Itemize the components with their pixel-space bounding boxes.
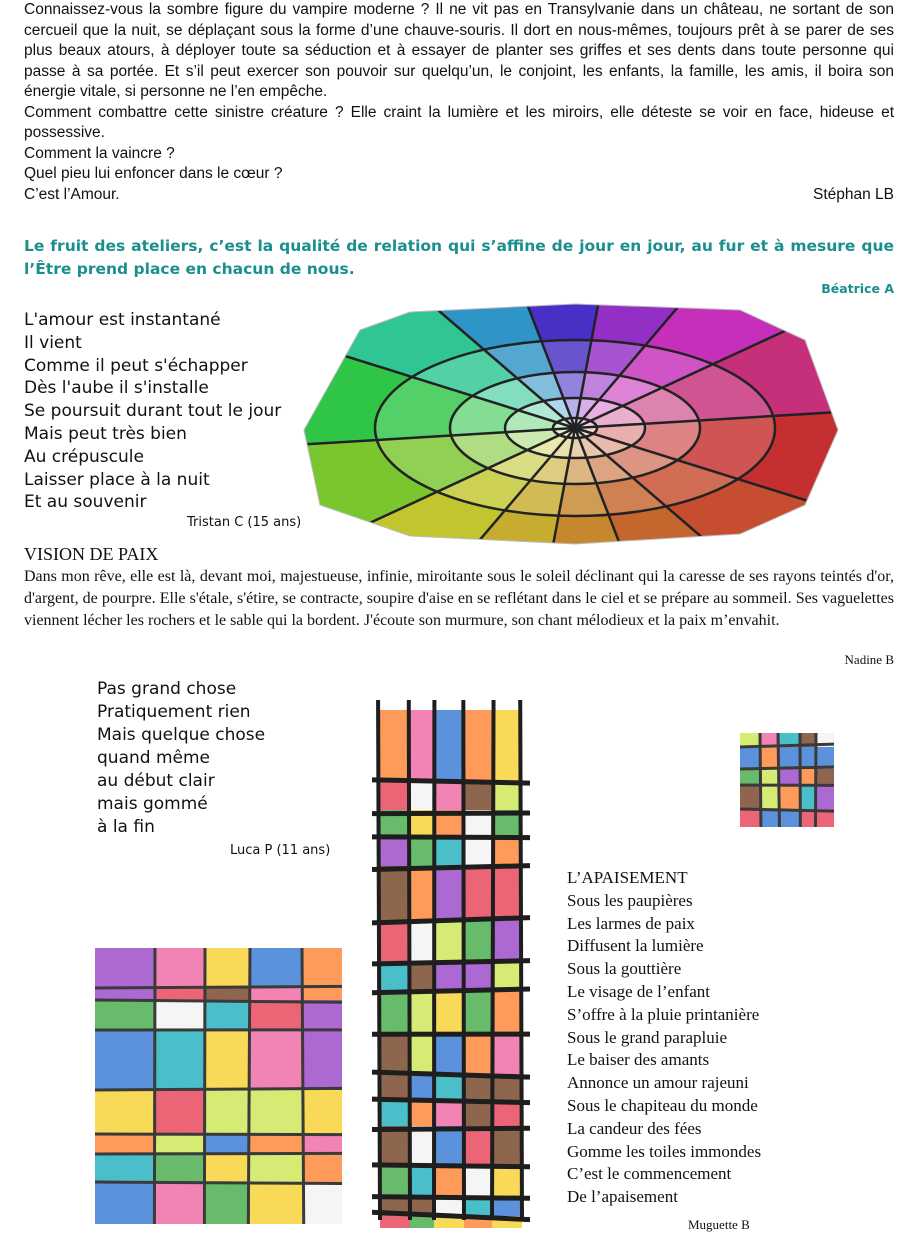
poem-pas-grand-chose xyxy=(97,678,265,839)
poem-author: Tristan C (15 ans) xyxy=(187,515,302,530)
mosaic-cell xyxy=(464,836,492,866)
mosaic-cell xyxy=(760,785,778,809)
mosaic-cell xyxy=(434,710,464,780)
mosaic-cell xyxy=(302,1030,342,1090)
mosaic-cell xyxy=(410,710,434,780)
mosaic-cell xyxy=(95,1030,155,1090)
tall-mosaic-drawing xyxy=(372,700,532,1228)
mosaic-cell xyxy=(464,1036,492,1076)
mosaic-cell xyxy=(740,809,760,827)
mosaic-cell xyxy=(302,1134,342,1154)
mosaic-cell xyxy=(816,769,834,785)
mosaic-line xyxy=(372,837,530,838)
poem-line: Le baiser des amants xyxy=(567,1050,710,1070)
mosaic-line xyxy=(372,813,530,814)
mosaic-cell xyxy=(464,866,492,921)
mosaic-cell xyxy=(410,921,434,961)
intro-closing xyxy=(24,185,894,206)
mosaic-cell xyxy=(155,988,205,1000)
mosaic-line xyxy=(372,1099,530,1102)
mosaic-cell xyxy=(410,1102,434,1126)
intro-line: C’est l’Amour. xyxy=(24,185,120,203)
mosaic-line xyxy=(740,809,834,811)
small-mosaic-drawing xyxy=(740,733,834,827)
mosaic-cell xyxy=(302,1000,342,1030)
poem-line: Sous le grand parapluie xyxy=(567,1027,728,1047)
mosaic-cell xyxy=(302,1182,342,1224)
mosaic-cell xyxy=(434,921,464,961)
mosaic-cell xyxy=(410,991,434,1036)
mosaic-cell xyxy=(434,780,464,810)
mosaic-line xyxy=(372,780,530,783)
mosaic-line xyxy=(95,1182,342,1184)
mosaic-cell xyxy=(800,769,816,785)
mosaic-cell xyxy=(95,1134,155,1154)
mosaic-cell xyxy=(155,948,205,988)
mosaic-cell xyxy=(205,1000,250,1030)
workshop-quote: Le fruit des ateliers, c’est la qualité de relation qui s’affine de jour en jour, au fur et à mesure que l’Être prend place en chacun de nous. xyxy=(24,237,894,278)
mosaic-line xyxy=(372,1165,530,1167)
mosaic-cell xyxy=(205,1182,250,1224)
mosaic-cell xyxy=(205,988,250,1000)
poem-line: à la fin xyxy=(97,817,155,837)
mosaic-cell xyxy=(410,1216,434,1228)
mosaic-cell xyxy=(380,836,410,866)
intro-paragraph: Connaissez-vous la sombre figure du vampire moderne ? Il ne vit pas en Transylvanie dans un château, ne sortant de son cercueil que la nuit, se déplaçant sous la forme d’une chauve-souris. Il dort en nous-mêmes, toujours prêt à se parer de ses plus beaux atours, à déployer toute sa séduction et à essayer de planter ses griffes et ses dents dans toute personne qui passe à sa portée. Et s’il peut exercer son pouvoir sur quelqu’un, le conjoint, les enfants, la famille, les amis, il boira son énergie vitale, si personne ne l’en empêche. xyxy=(24,1,894,100)
mosaic-cell xyxy=(95,1182,155,1224)
poem-line: Gomme les toiles immondes xyxy=(567,1141,762,1161)
poem-line: C’est le commencement xyxy=(567,1164,732,1184)
poem-line: Les larmes de paix xyxy=(567,913,695,933)
poem-line: Sous le chapiteau du monde xyxy=(567,1095,758,1115)
mosaic-cell xyxy=(205,1154,250,1182)
mosaic-cell xyxy=(492,1036,522,1076)
mosaic-cell xyxy=(380,921,410,961)
mosaic-cell xyxy=(155,1090,205,1134)
vision-author: Nadine B xyxy=(844,652,894,667)
mosaic-cell xyxy=(380,991,410,1036)
mosaic-cell xyxy=(410,1166,434,1196)
mosaic-cell xyxy=(380,710,410,780)
mosaic-cell xyxy=(250,1134,302,1154)
mosaic-cell xyxy=(816,785,834,809)
mosaic-cell xyxy=(464,921,492,961)
mosaic-cell xyxy=(250,1182,302,1224)
poem-author: Muguette B xyxy=(688,1217,750,1232)
mosaic-cell xyxy=(250,1090,302,1134)
mosaic-cell xyxy=(492,1102,522,1126)
mosaic-cell xyxy=(434,1102,464,1126)
mosaic-cell xyxy=(464,1166,492,1196)
poem-line: Il vient xyxy=(24,332,82,353)
large-mosaic-drawing xyxy=(95,948,342,1224)
mosaic-cell xyxy=(778,769,800,785)
mosaic-cell xyxy=(434,961,464,991)
poem-title: L’APAISEMENT xyxy=(567,868,688,887)
mosaic-cell xyxy=(800,785,816,809)
intro-line: Quel pieu lui enfoncer dans le cœur ? xyxy=(24,165,283,182)
mosaic-cell xyxy=(155,1182,205,1224)
mosaic-cell xyxy=(205,948,250,988)
mosaic-cell xyxy=(95,988,155,1000)
mosaic-cell xyxy=(155,1000,205,1030)
mosaic-cell xyxy=(434,1126,464,1166)
mosaic-cell xyxy=(492,866,522,921)
intro-author: Stéphan LB xyxy=(812,185,894,203)
mosaic-cell xyxy=(380,1166,410,1196)
poem-line: quand même xyxy=(97,748,210,768)
mosaic-cell xyxy=(95,1090,155,1134)
mosaic-cell xyxy=(380,1126,410,1166)
mosaic-cell xyxy=(434,1076,464,1102)
mosaic-cell xyxy=(380,780,410,810)
mosaic-line xyxy=(740,767,834,769)
mosaic-cell xyxy=(760,769,778,785)
mosaic-cell xyxy=(492,991,522,1036)
poem-line: Mais peut très bien xyxy=(24,423,187,444)
poem-line: mais gommé xyxy=(97,794,208,814)
mosaic-cell xyxy=(464,991,492,1036)
poem-line: Dès l'aube il s'installe xyxy=(24,378,209,399)
mosaic-cell xyxy=(205,1090,250,1134)
mosaic-cell xyxy=(434,1036,464,1076)
mosaic-cell xyxy=(410,780,434,810)
mosaic-cell xyxy=(464,710,492,780)
mosaic-cell xyxy=(250,1030,302,1090)
poem-line: Diffusent la lumière xyxy=(567,936,704,956)
mosaic-line xyxy=(95,986,342,988)
mosaic-cell xyxy=(95,1000,155,1030)
mosaic-cell xyxy=(302,948,342,988)
mosaic-cell xyxy=(302,1090,342,1134)
poem-line: Et au souvenir xyxy=(24,492,147,513)
quote-author: Béatrice A xyxy=(821,281,894,296)
mosaic-cell xyxy=(155,1134,205,1154)
mosaic-cell xyxy=(760,809,778,827)
mosaic-cell xyxy=(434,991,464,1036)
poem-amour xyxy=(24,309,281,514)
mosaic-line xyxy=(372,961,530,964)
poem-line: L'amour est instantané xyxy=(24,310,221,330)
poem-line: Pas grand chose xyxy=(97,679,237,699)
poem-line: Pratiquement rien xyxy=(97,702,251,722)
poem-line: Laisser place à la nuit xyxy=(24,469,210,490)
mosaic-cell xyxy=(492,1166,522,1196)
mosaic-cell xyxy=(410,1126,434,1166)
poem-line: Au crépuscule xyxy=(24,446,144,467)
poem-line: Le visage de l’enfant xyxy=(567,981,711,1001)
mosaic-cell xyxy=(250,948,302,988)
poem-author: Luca P (11 ans) xyxy=(230,843,331,858)
poem-line: Annonce un amour rajeuni xyxy=(567,1073,749,1093)
mosaic-line xyxy=(372,1128,530,1129)
mosaic-cell xyxy=(434,866,464,921)
mosaic-cell xyxy=(205,1134,250,1154)
mosaic-cell xyxy=(464,1102,492,1126)
mosaic-cell xyxy=(740,769,760,785)
color-wheel-drawing xyxy=(300,300,840,545)
mosaic-cell xyxy=(205,1030,250,1090)
mosaic-cell xyxy=(464,1076,492,1102)
mosaic-cell xyxy=(250,988,302,1000)
mosaic-line xyxy=(372,1197,530,1199)
mosaic-cell xyxy=(760,747,778,769)
mosaic-cell xyxy=(434,1166,464,1196)
mosaic-cell xyxy=(464,961,492,991)
mosaic-cell xyxy=(410,836,434,866)
mosaic-cell xyxy=(740,785,760,809)
mosaic-cell xyxy=(302,988,342,1000)
mosaic-cell xyxy=(492,1076,522,1102)
mosaic-cell xyxy=(492,921,522,961)
poem-line: au début clair xyxy=(97,771,215,791)
mosaic-cell xyxy=(492,710,522,780)
poem-line: Se poursuit durant tout le jour xyxy=(24,401,282,422)
mosaic-cell xyxy=(464,1126,492,1166)
vision-title: VISION DE PAIX xyxy=(24,544,159,564)
mosaic-cell xyxy=(778,785,800,809)
mosaic-cell xyxy=(380,1216,410,1228)
poem-line: Sous la gouttière xyxy=(567,959,682,979)
vision-body: Dans mon rêve, elle est là, devant moi, majestueuse, infinie, miroitante sous le soleil déclinant qui la caresse de ses rayons teintés d'or, d'argent, de pourpre. Elle s'étale, s'étire, se contracte, soupire d'aise en se reflétant dans le ciel et se prépare au sommeil. Ses vaguelettes viennent lécher les rochers et le sable qui la bordent. J'écoute son murmure, son chant mélodieux et la paix m’envahit. xyxy=(24,568,894,629)
mosaic-cell xyxy=(250,1000,302,1030)
mosaic-line xyxy=(815,733,816,827)
mosaic-cell xyxy=(492,836,522,866)
mosaic-cell xyxy=(778,747,800,769)
mosaic-cell xyxy=(155,1154,205,1182)
intro-paragraph: Comment combattre cette sinistre créature ? Elle craint la lumière et les miroirs, elle déteste se voir en face, hideuse et possessive. xyxy=(24,103,894,141)
intro-text xyxy=(24,0,894,205)
intro-line: Comment la vaincre ? xyxy=(24,144,175,162)
poem-line: La candeur des fées xyxy=(567,1118,702,1138)
mosaic-cell xyxy=(95,1154,155,1182)
mosaic-cell xyxy=(155,1030,205,1090)
mosaic-cell xyxy=(410,1036,434,1076)
poem-line: Mais quelque chose xyxy=(97,725,266,745)
mosaic-cell xyxy=(800,747,816,769)
mosaic-cell xyxy=(740,733,760,747)
mosaic-line xyxy=(409,700,410,1220)
mosaic-cell xyxy=(492,1126,522,1166)
mosaic-cell xyxy=(250,1154,302,1182)
mosaic-cell xyxy=(434,836,464,866)
mosaic-cell xyxy=(380,866,410,921)
mosaic-cell xyxy=(410,866,434,921)
mosaic-cell xyxy=(380,1102,410,1126)
mosaic-cell xyxy=(740,747,760,769)
mosaic-cell xyxy=(302,1154,342,1182)
mosaic-line xyxy=(95,1153,342,1154)
mosaic-line xyxy=(95,1088,342,1090)
poem-line: De l’apaisement xyxy=(567,1187,678,1207)
poem-line: Sous les paupières xyxy=(567,890,693,910)
mosaic-cell xyxy=(95,948,155,988)
poem-line: S’offre à la pluie printanière xyxy=(567,1004,760,1024)
poem-line: Comme il peut s'échapper xyxy=(24,355,248,376)
mosaic-line xyxy=(95,1134,342,1135)
mosaic-cell xyxy=(492,961,522,991)
poem-apaisement xyxy=(567,867,761,1209)
